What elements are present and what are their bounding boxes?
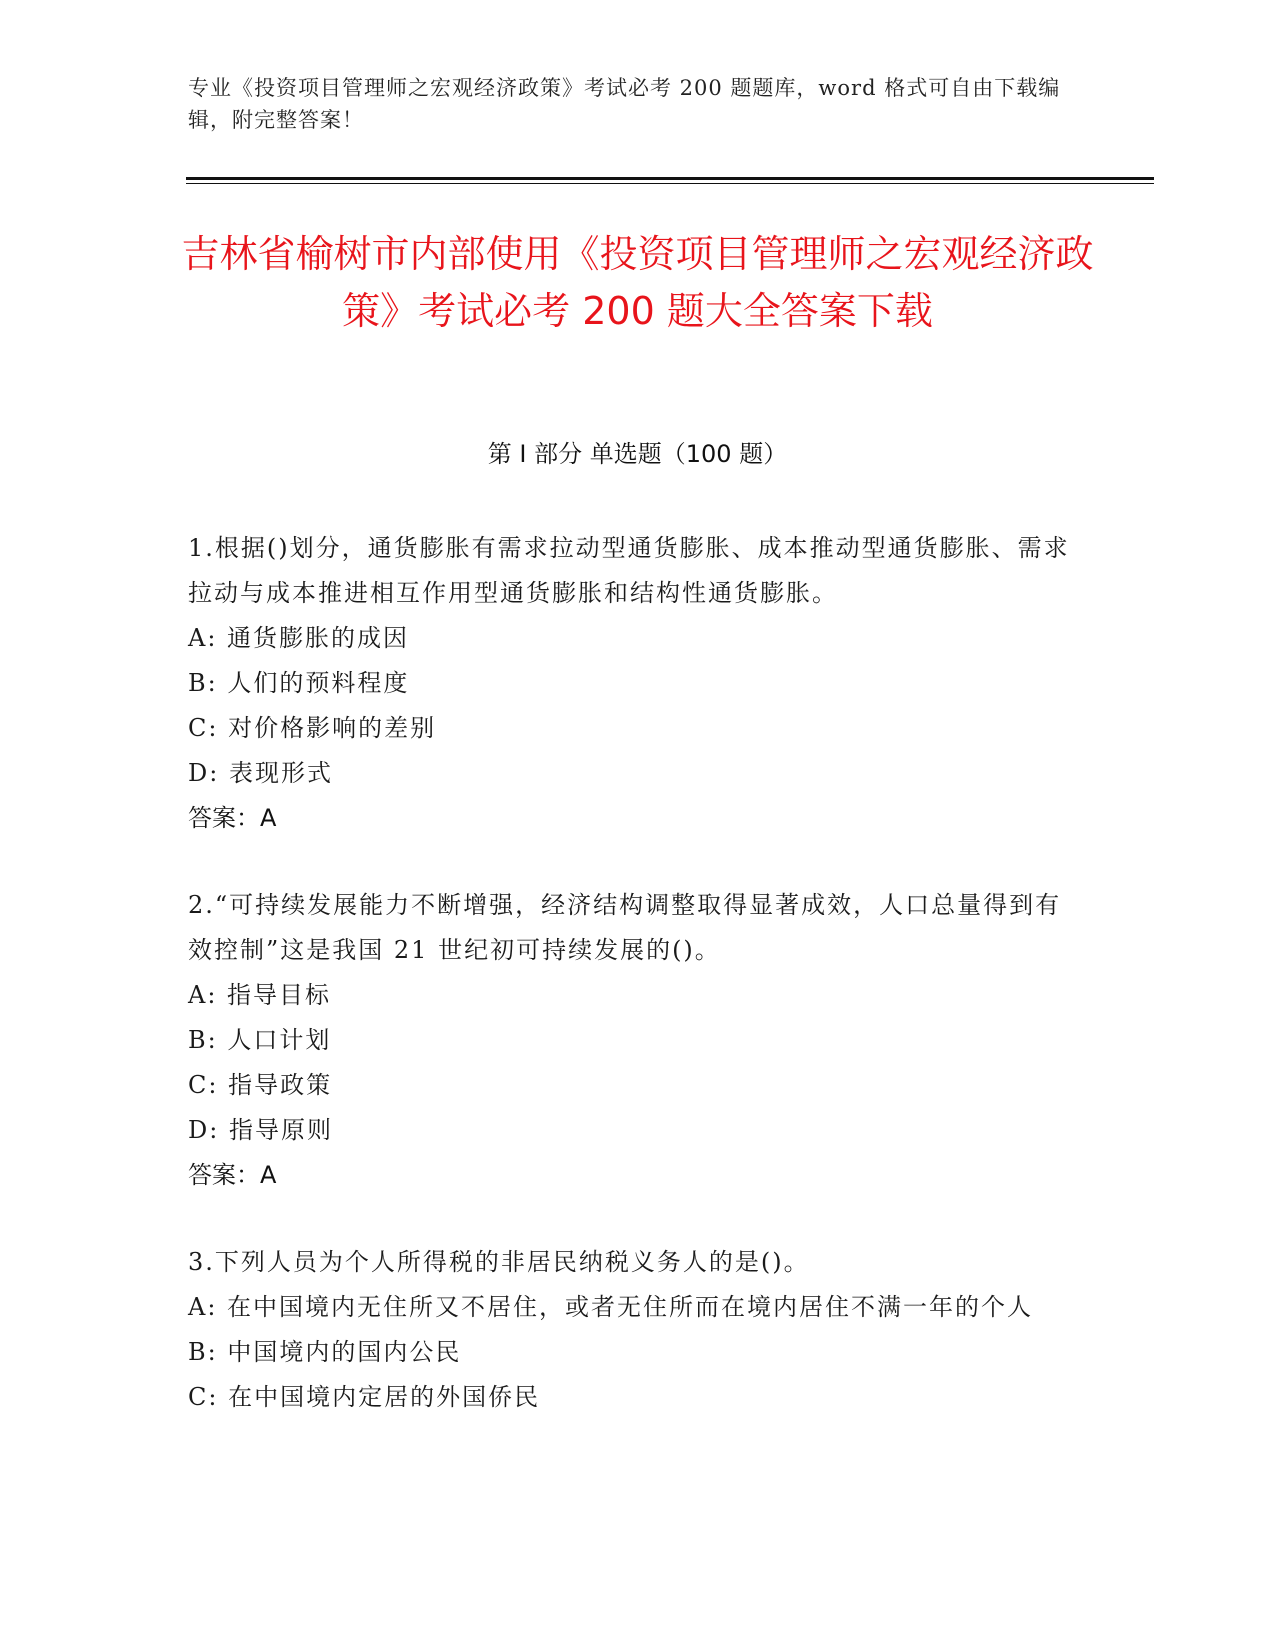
- option-d: D: 表现形式: [188, 759, 333, 787]
- answer: 答案：A: [188, 1161, 277, 1189]
- question-1: [188, 526, 1078, 841]
- question-text: 2.“可持续发展能力不断增强，经济结构调整取得显著成效，人口总量得到有效控制”这是我国 21 世纪初可持续发展的()。: [188, 891, 1062, 964]
- option-a: A: 指导目标: [188, 981, 332, 1009]
- header-divider-thin: [186, 183, 1154, 184]
- header-divider-thick: [186, 177, 1154, 180]
- header-note: 专业《投资项目管理师之宏观经济政策》考试必考 200 题题库，word 格式可自由下载编辑，附完整答案！: [188, 76, 1061, 132]
- section-heading: 第 I 部分 单选题（100 题）: [487, 440, 788, 468]
- question-2: [188, 883, 1078, 1198]
- question-3: [188, 1240, 1078, 1420]
- option-b: B: 人们的预料程度: [188, 669, 410, 697]
- option-b: B: 人口计划: [188, 1026, 332, 1054]
- question-text: 1.根据()划分，通货膨胀有需求拉动型通货膨胀、成本推动型通货膨胀、需求拉动与成本推进相互作用型通货膨胀和结构性通货膨胀。: [188, 534, 1070, 607]
- option-a: A: 通货膨胀的成因: [188, 624, 410, 652]
- option-b: B: 中国境内的国内公民: [188, 1338, 462, 1366]
- option-c: C: 在中国境内定居的外国侨民: [188, 1383, 541, 1411]
- option-d: D: 指导原则: [188, 1116, 333, 1144]
- option-c: C: 对价格影响的差别: [188, 714, 437, 742]
- question-text: 3.下列人员为个人所得税的非居民纳税义务人的是()。: [188, 1248, 810, 1276]
- option-c: C: 指导政策: [188, 1071, 333, 1099]
- answer: 答案：A: [188, 804, 277, 832]
- option-a: A: 在中国境内无住所又不居住，或者无住所而在境内居住不满一年的个人: [188, 1293, 1034, 1321]
- question-list: [188, 526, 1078, 1462]
- document-title: 吉林省榆树市内部使用《投资项目管理师之宏观经济政策》考试必考 200 题大全答案下载: [181, 232, 1094, 333]
